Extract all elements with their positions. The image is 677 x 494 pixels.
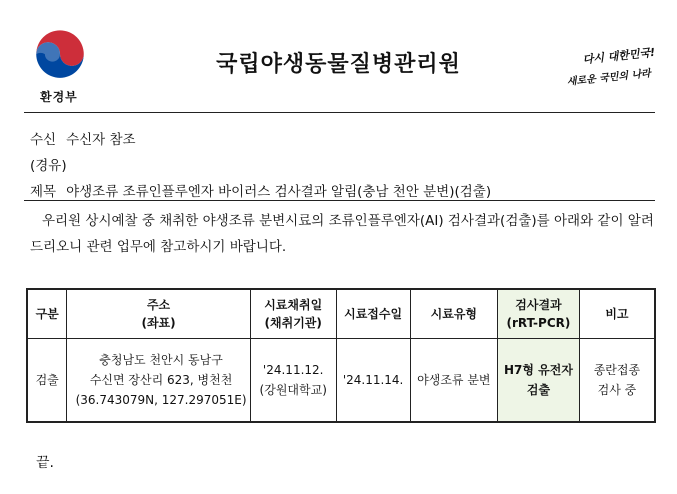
header-result bbox=[498, 289, 580, 339]
cell-division: 검출 bbox=[27, 339, 67, 423]
cell-sample-type: 야생조류 분변 bbox=[410, 339, 498, 423]
ministry-name: 환경부 bbox=[40, 90, 78, 104]
header-collected bbox=[250, 289, 336, 339]
recipient-value: 수신자 참조 bbox=[66, 132, 136, 148]
cell-address bbox=[67, 339, 250, 423]
subject-divider bbox=[24, 200, 655, 201]
address-coordinates: (36.743079N, 127.297051E) bbox=[75, 393, 247, 407]
header-result-label: 검사결과 bbox=[515, 298, 562, 312]
header-divider bbox=[24, 112, 655, 113]
header-collected-sub: (채취기관) bbox=[264, 316, 322, 330]
header-collected-label: 시료채취일 bbox=[264, 298, 323, 312]
header-address-label: 주소 bbox=[146, 298, 171, 312]
svg-text:새로운 국민의 나라: 새로운 국민의 나라 bbox=[566, 68, 652, 88]
note-line-1: 종란접종 bbox=[593, 363, 641, 377]
collected-org: (강원대학교) bbox=[259, 383, 327, 397]
recipient-line bbox=[30, 128, 136, 148]
header-division: 구분 bbox=[27, 289, 67, 339]
via-line: (경유) bbox=[30, 158, 67, 174]
header-result-sub: (rRT-PCR) bbox=[506, 316, 571, 330]
cell-note bbox=[579, 339, 655, 423]
subject-label: 제목 bbox=[30, 184, 57, 200]
body-paragraph: 우리원 상시예찰 중 채취한 야생조류 분변시료의 조류인플루엔자(AI) 검사결과(검출)를 아래와 같이 알려드리오니 관련 업무에 참고하시기 바랍니다. bbox=[30, 213, 654, 255]
header-address bbox=[67, 289, 250, 339]
collected-date: '24.11.12. bbox=[262, 363, 324, 377]
address-line-2: 수신면 장산리 623, 병천천 bbox=[89, 373, 233, 387]
organization-title: 국립야생동물질병관리원 bbox=[216, 52, 461, 77]
results-table bbox=[26, 288, 656, 423]
address-line-1: 충청남도 천안시 동남구 bbox=[99, 353, 223, 367]
subject-value: 야생조류 조류인플루엔자 바이러스 검사결과 알림(충남 천안 분변)(검출) bbox=[66, 184, 492, 200]
svg-text:다시 대한민국!: 다시 대한민국! bbox=[582, 45, 656, 67]
table-row bbox=[27, 339, 655, 423]
header-sample-type: 시료유형 bbox=[410, 289, 498, 339]
note-line-2: 검사 중 bbox=[597, 383, 637, 397]
header-note: 비고 bbox=[579, 289, 655, 339]
end-mark: 끝. bbox=[36, 455, 54, 471]
slogan-calligraphy-logo bbox=[565, 40, 665, 88]
table-header-row bbox=[27, 289, 655, 339]
subject-line bbox=[30, 180, 491, 200]
cell-result bbox=[498, 339, 580, 423]
result-line-2: 검출 bbox=[526, 383, 551, 397]
cell-collected bbox=[250, 339, 336, 423]
header-received: 시료접수일 bbox=[336, 289, 410, 339]
cell-received: '24.11.14. bbox=[336, 339, 410, 423]
result-line-1: H7형 유전자 bbox=[503, 363, 573, 377]
header-address-sub: (좌표) bbox=[141, 316, 176, 330]
recipient-label: 수신 bbox=[30, 132, 57, 148]
